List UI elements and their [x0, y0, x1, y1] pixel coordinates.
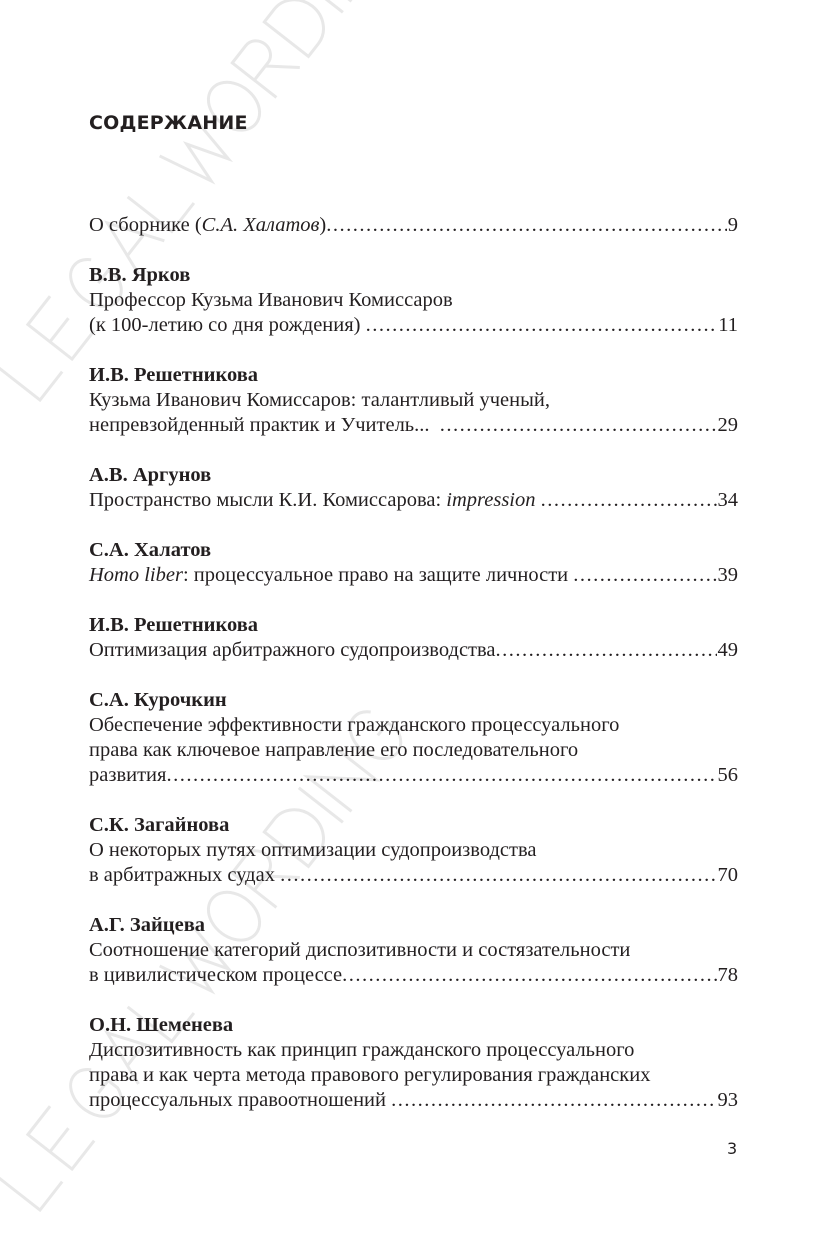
title-segment: Соотношение категорий диспозитивности и состязательности — [89, 939, 631, 961]
entry-author: С.К. Загайнова — [89, 814, 230, 836]
entry-title-text — [89, 1088, 391, 1113]
toc-entry — [89, 688, 738, 788]
dot-leader — [440, 413, 717, 438]
title-segment: Кузьма Иванович Комиссаров: талантливый ученый, — [89, 389, 550, 411]
entry-page-number: 78 — [717, 964, 738, 986]
entry-title-line — [89, 313, 738, 338]
entry-author: И.В. Решетникова — [89, 364, 259, 386]
entry-title-text — [89, 289, 453, 311]
title-segment: Обеспечение эффективности гражданского процессуального — [89, 714, 620, 736]
entry-title-line — [89, 1038, 738, 1063]
watermark-letter — [232, 33, 300, 97]
entry-title-line — [89, 563, 738, 588]
entry-page-number: 34 — [717, 489, 738, 511]
entry-author: С.А. Халатов — [89, 539, 212, 561]
page-number: 3 — [727, 1139, 738, 1158]
table-of-contents — [89, 213, 738, 1113]
title-segment: Профессор Кузьма Иванович Комиссаров — [89, 289, 453, 311]
dot-leader — [573, 563, 716, 588]
toc-entry — [89, 913, 738, 988]
entry-title-text — [89, 939, 630, 961]
entry-page-number: 29 — [717, 414, 738, 436]
watermark-letter — [28, 296, 94, 359]
page-title: СОДЕРЖАНИЕ — [89, 112, 248, 134]
entry-title-text — [89, 638, 496, 663]
title-segment: в арбитражных судах — [89, 864, 281, 886]
watermark-letter — [307, 0, 376, 1]
entry-title-line — [89, 413, 738, 438]
entry-title-line — [89, 763, 738, 788]
title-segment: impression — [446, 489, 536, 511]
entry-title-line — [89, 963, 738, 988]
watermark-letter — [28, 1106, 94, 1169]
entry-title-line — [89, 1088, 738, 1113]
entry-title-line — [89, 388, 738, 413]
entry-title-text — [89, 1064, 650, 1086]
entry-title-text — [89, 213, 326, 238]
entry-title-text — [89, 763, 166, 788]
entry-title-line — [89, 938, 738, 963]
entry-title-line — [89, 213, 738, 238]
entry-title-line — [89, 863, 738, 888]
entry-title-text — [89, 963, 342, 988]
entry-author: А.В. Аргунов — [89, 464, 212, 486]
entry-page-number: 49 — [717, 639, 738, 661]
dot-leader — [391, 1088, 716, 1113]
entry-title-text — [89, 413, 440, 438]
entry-author: И.В. Решетникова — [89, 614, 259, 636]
entry-page-number: 56 — [717, 764, 738, 786]
watermark-letter — [0, 337, 62, 400]
entry-title-text — [89, 563, 573, 588]
title-segment: права и как черта метода правового регулирования гражданских — [89, 1064, 651, 1086]
dot-leader — [366, 313, 718, 338]
entry-author: А.Г. Зайцева — [89, 914, 206, 936]
dot-leader — [280, 863, 716, 888]
title-segment: О некоторых путях оптимизации судопроизводства — [89, 839, 537, 861]
toc-entry — [89, 613, 738, 663]
dot-leader — [496, 638, 717, 663]
toc-entry — [89, 213, 738, 238]
toc-entry — [89, 363, 738, 438]
title-segment: (к 100-летию со дня рождения) — [89, 314, 366, 336]
toc-entry — [89, 813, 738, 888]
entry-page-number: 11 — [718, 314, 738, 336]
entry-title-line — [89, 488, 738, 513]
watermark-letter — [0, 1147, 62, 1210]
entry-title-text — [89, 714, 619, 736]
entry-title-line — [89, 1063, 738, 1088]
title-segment: Пространство мысли К.И. Комиссарова: — [89, 489, 447, 511]
title-segment: ) — [319, 214, 327, 236]
title-segment: непревзойденный практик и Учитель... — [89, 414, 440, 436]
title-segment: С.А. Халатов — [201, 214, 320, 236]
entry-title-line — [89, 713, 738, 738]
entry-title-text — [89, 313, 366, 338]
dot-leader — [326, 213, 727, 238]
entry-author: О.Н. Шеменева — [89, 1014, 234, 1036]
entry-title-line — [89, 738, 738, 763]
entry-page-number: 70 — [717, 864, 738, 886]
dot-leader — [342, 963, 716, 988]
entry-page-number: 93 — [717, 1089, 738, 1111]
dot-leader — [541, 488, 717, 513]
entry-title-text — [89, 1039, 634, 1061]
title-segment: Диспозитивность как принцип гражданского процессуального — [89, 1039, 635, 1061]
entry-title-text — [89, 739, 578, 761]
watermark-letter — [299, 0, 343, 12]
toc-entry — [89, 263, 738, 338]
title-segment: Homo liber — [89, 564, 183, 586]
entry-page-number: 39 — [717, 564, 738, 586]
entry-title-line — [89, 288, 738, 313]
toc-entry — [89, 1013, 738, 1113]
dot-leader — [166, 763, 716, 788]
toc-entry — [89, 538, 738, 588]
entry-title-text — [89, 488, 541, 513]
entry-title-text — [89, 863, 280, 888]
title-segment: Оптимизация арбитражного судопроизводства — [89, 639, 496, 661]
title-segment: процессуальных правоотношений — [89, 1089, 392, 1111]
entry-title-text — [89, 839, 536, 861]
title-segment: : процессуальное право на защите личности — [182, 564, 574, 586]
entry-page-number: 9 — [727, 214, 738, 236]
watermark-letter — [264, 0, 334, 56]
title-segment: развития — [89, 764, 167, 786]
entry-title-line — [89, 838, 738, 863]
title-segment: О сборнике ( — [89, 214, 202, 236]
entry-title-text — [89, 389, 550, 411]
entry-author: С.А. Курочкин — [89, 689, 227, 711]
toc-entry — [89, 463, 738, 513]
entry-author: В.В. Ярков — [89, 264, 191, 286]
title-segment: в цивилистическом процессе — [89, 964, 343, 986]
title-segment: права как ключевое направление его последовательного — [89, 739, 579, 761]
entry-title-line — [89, 638, 738, 663]
